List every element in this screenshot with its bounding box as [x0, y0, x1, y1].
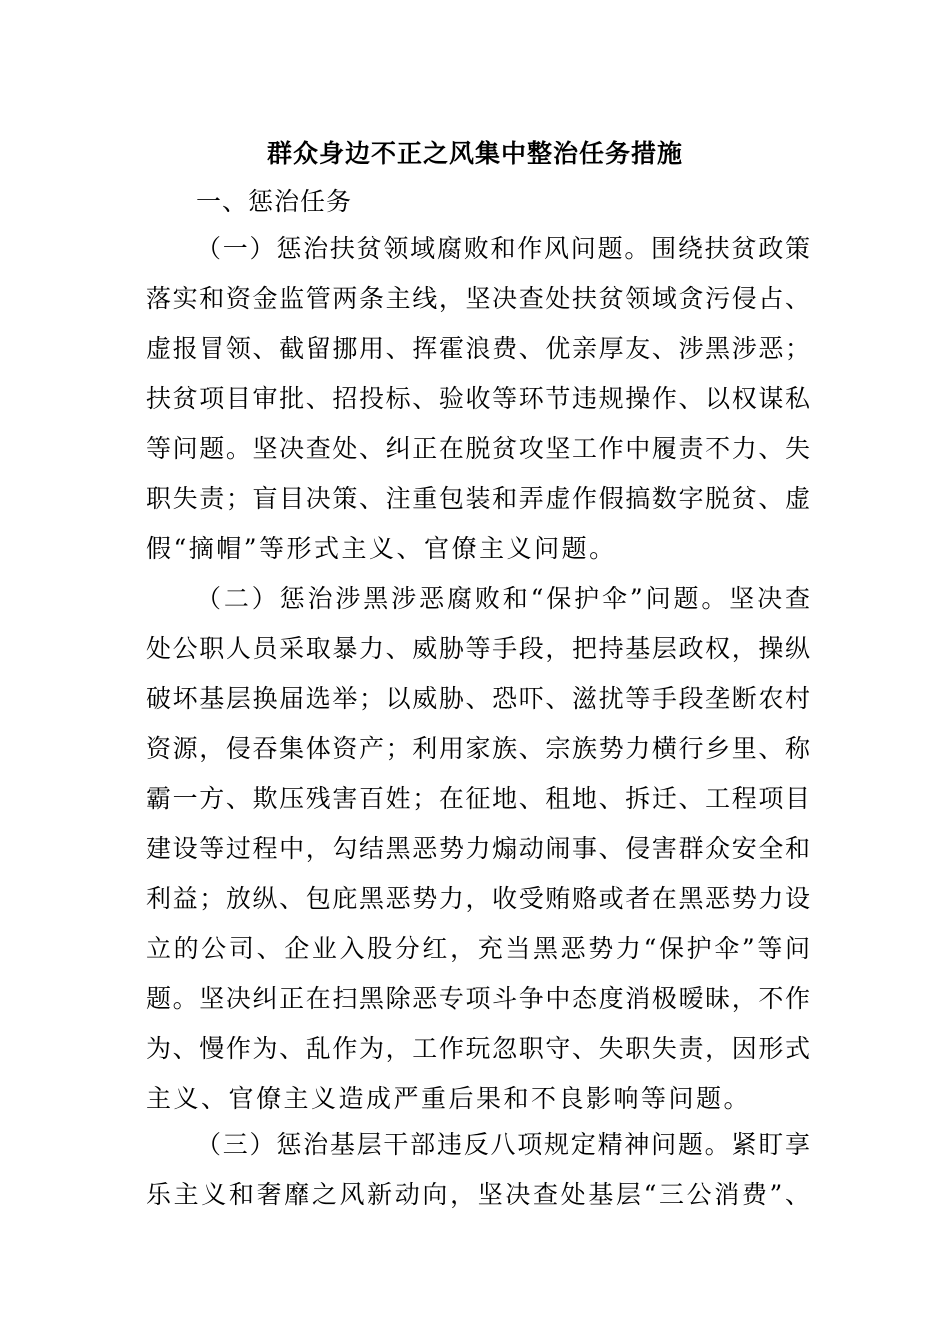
text-line: 主义、官僚主义造成严重后果和不良影响等问题。 — [146, 1084, 752, 1113]
text-line: （一）惩治扶贫领域腐败和作风问题。围绕扶贫政策 — [196, 234, 810, 263]
document-title: 群众身边不正之风集中整治任务措施 — [266, 139, 683, 168]
text-line: 等问题。坚决查处、纠正在脱贫攻坚工作中履责不力、失 — [146, 434, 810, 463]
text-line: 扶贫项目审批、招投标、验收等环节违规操作、以权谋私 — [146, 384, 810, 413]
text-line: 题。坚决纠正在扫黑除恶专项斗争中态度消极暧昧，不作 — [146, 984, 810, 1013]
text-line: 霸一方、欺压残害百姓；在征地、租地、拆迁、工程项目 — [146, 784, 810, 813]
text-line: 职失责；盲目决策、注重包装和弄虚作假搞数字脱贫、虚 — [146, 484, 810, 513]
paragraph-poverty-alleviation — [146, 224, 810, 574]
text-line: 处公职人员采取暴力、威胁等手段，把持基层政权，操纵 — [146, 634, 810, 663]
text-line: 为、慢作为、乱作为，工作玩忽职守、失职失责，因形式 — [146, 1034, 810, 1063]
text-line: 建设等过程中，勾结黑恶势力煽动闹事、侵害群众安全和 — [146, 834, 810, 863]
paragraph-eight-regulations — [146, 1120, 810, 1220]
text-line: 破坏基层换届选举；以威胁、恐吓、滋扰等手段垄断农村 — [146, 684, 810, 713]
text-line: 假“摘帽”等形式主义、官僚主义问题。 — [146, 534, 617, 563]
paragraph-organized-crime — [146, 574, 810, 1124]
text-line: （三）惩治基层干部违反八项规定精神问题。紧盯享 — [196, 1130, 810, 1159]
text-line: 资源，侵吞集体资产；利用家族、宗族势力横行乡里、称 — [146, 734, 810, 763]
text-line: 利益；放纵、包庇黑恶势力，收受贿赂或者在黑恶势力设 — [146, 884, 810, 913]
text-line: （二）惩治涉黑涉恶腐败和“保护伞”问题。坚决查 — [196, 584, 810, 613]
section-heading: 一、惩治任务 — [196, 187, 353, 216]
text-line: 乐主义和奢靡之风新动向，坚决查处基层“三公消费”、 — [146, 1180, 810, 1209]
text-line: 立的公司、企业入股分红，充当黑恶势力“保护伞”等问 — [146, 934, 810, 963]
text-line: 虚报冒领、截留挪用、挥霍浪费、优亲厚友、涉黑涉恶； — [146, 334, 810, 363]
text-line: 落实和资金监管两条主线，坚决查处扶贫领域贪污侵占、 — [146, 284, 810, 313]
